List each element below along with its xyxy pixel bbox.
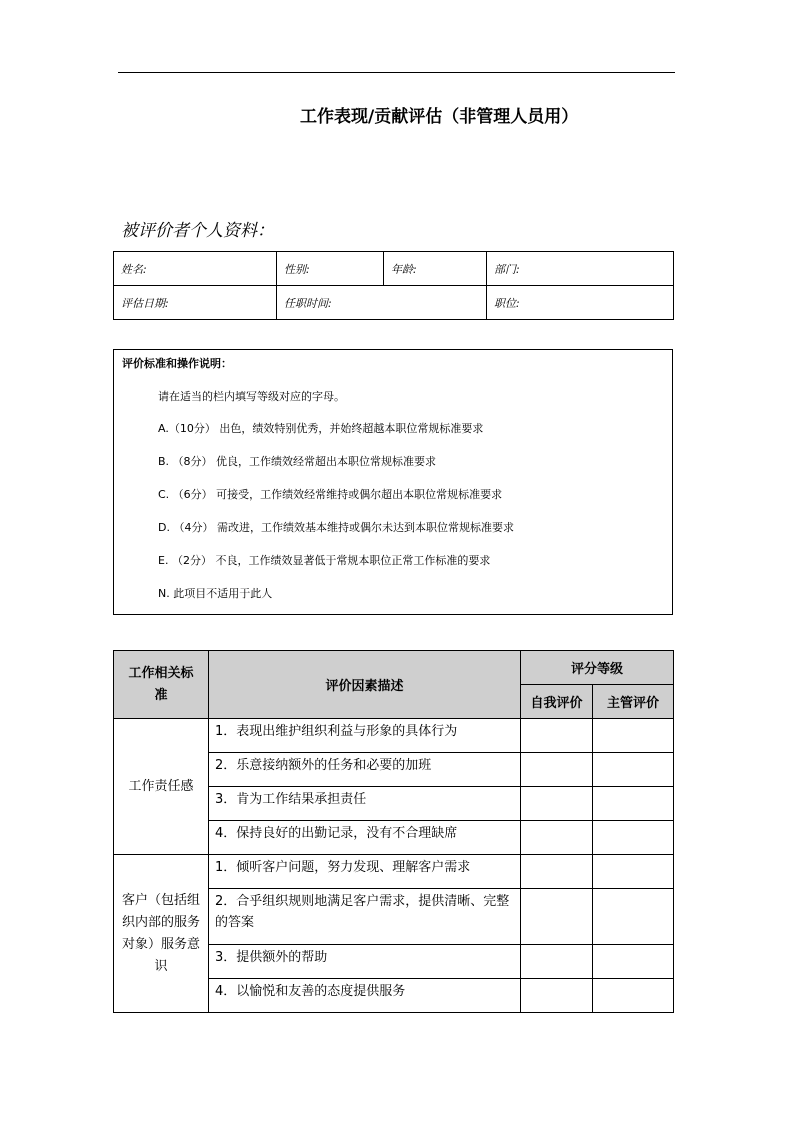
self-rating-cell[interactable] [521, 719, 593, 753]
age-field[interactable]: 年龄: [384, 252, 487, 286]
tenure-field[interactable]: 任职时间: [277, 286, 487, 320]
factor-cell: 2．乐意接纳额外的任务和必要的加班 [209, 753, 521, 787]
self-rating-cell[interactable] [521, 889, 593, 945]
manager-rating-cell[interactable] [593, 855, 674, 889]
manager-rating-cell[interactable] [593, 787, 674, 821]
manager-rating-cell[interactable] [593, 979, 674, 1013]
criteria-box [113, 349, 673, 615]
name-field[interactable]: 姓名: [114, 252, 277, 286]
criteria-title: 评价标准和操作说明： [122, 357, 232, 370]
self-rating-cell[interactable] [521, 821, 593, 855]
header-self-rating: 自我评价 [521, 685, 593, 719]
factor-cell: 1．表现出维护组织利益与形象的具体行为 [209, 719, 521, 753]
factor-cell: 3．提供额外的帮助 [209, 945, 521, 979]
self-rating-cell[interactable] [521, 855, 593, 889]
header-row [114, 651, 674, 685]
standard-cell: 工作责任感 [114, 719, 209, 855]
criteria-item: C. （6分） 可接受，工作绩效经常维持或偶尔超出本职位常规标准要求 [158, 488, 503, 501]
manager-rating-cell[interactable] [593, 889, 674, 945]
table-row [114, 719, 674, 753]
personal-info-row [114, 286, 674, 320]
criteria-item: E. （2分） 不良，工作绩效显著低于常规本职位正常工作标准的要求 [158, 554, 491, 567]
personal-info-heading: 被评价者个人资料： [121, 221, 274, 241]
document-title: 工作表现/贡献评估（非管理人员用） [300, 107, 579, 127]
factor-cell: 1．倾听客户问题，努力发现、理解客户需求 [209, 855, 521, 889]
criteria-item: D. （4分） 需改进，工作绩效基本维持或偶尔未达到本职位常规标准要求 [158, 521, 514, 534]
header-rule [118, 72, 675, 73]
self-rating-cell[interactable] [521, 787, 593, 821]
factor-cell: 3．肯为工作结果承担责任 [209, 787, 521, 821]
self-rating-cell[interactable] [521, 979, 593, 1013]
factor-cell: 2．合乎组织规则地满足客户需求，提供清晰、完整的答案 [209, 889, 521, 945]
position-field[interactable]: 职位: [487, 286, 674, 320]
header-description: 评价因素描述 [209, 651, 521, 719]
eval-date-field[interactable]: 评估日期: [114, 286, 277, 320]
manager-rating-cell[interactable] [593, 753, 674, 787]
self-rating-cell[interactable] [521, 945, 593, 979]
criteria-item: B. （8分） 优良，工作绩效经常超出本职位常规标准要求 [158, 455, 437, 468]
self-rating-cell[interactable] [521, 753, 593, 787]
manager-rating-cell[interactable] [593, 821, 674, 855]
personal-info-row [114, 252, 674, 286]
table-row [114, 855, 674, 889]
department-field[interactable]: 部门: [487, 252, 674, 286]
header-standard: 工作相关标准 [114, 651, 209, 719]
criteria-instruction: 请在适当的栏内填写等级对应的字母。 [158, 390, 345, 403]
header-rating-group: 评分等级 [521, 651, 674, 685]
criteria-item: A.（10分） 出色，绩效特别优秀，并始终超越本职位常规标准要求 [158, 422, 484, 435]
manager-rating-cell[interactable] [593, 719, 674, 753]
standard-cell: 客户（包括组织内部的服务对象）服务意识 [114, 855, 209, 1013]
factor-cell: 4．以愉悦和友善的态度提供服务 [209, 979, 521, 1013]
gender-field[interactable]: 性别: [277, 252, 384, 286]
evaluation-table [113, 650, 674, 1013]
manager-rating-cell[interactable] [593, 945, 674, 979]
personal-info-table [113, 251, 674, 320]
header-manager-rating: 主管评价 [593, 685, 674, 719]
criteria-item: N. 此项目不适用于此人 [158, 587, 273, 600]
factor-cell: 4．保持良好的出勤记录，没有不合理缺席 [209, 821, 521, 855]
